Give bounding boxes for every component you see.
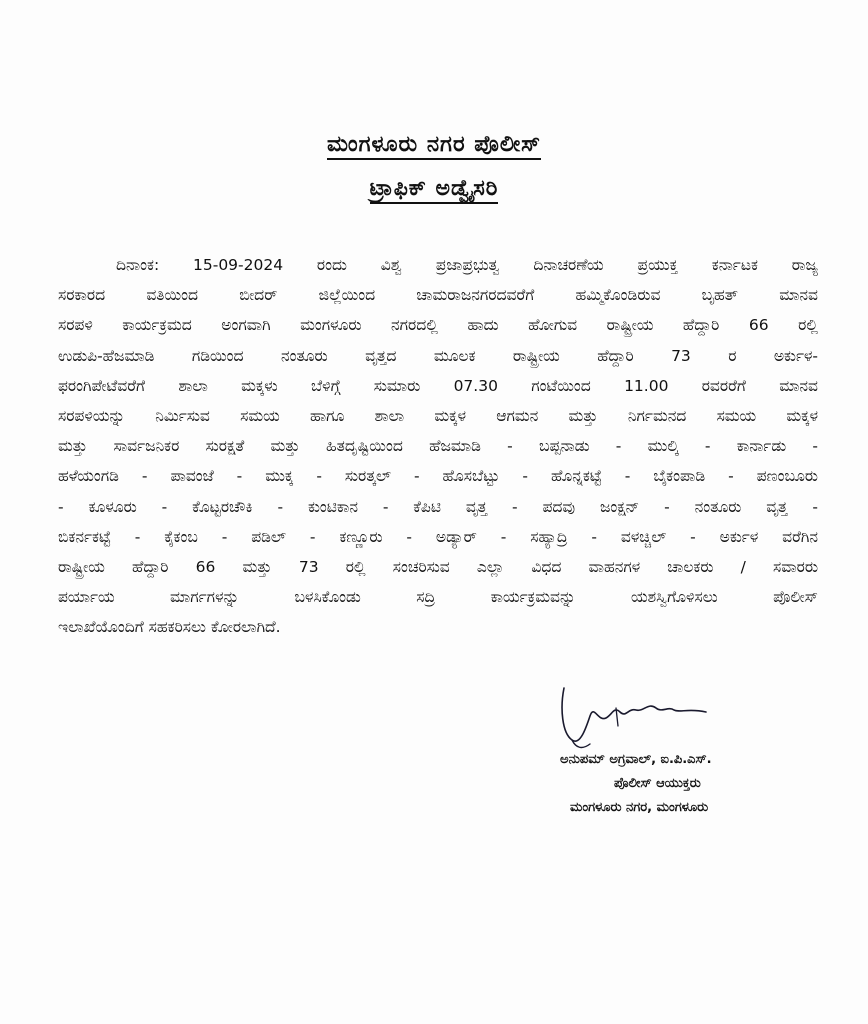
signatory-office: ಮಂಗಳೂರು ನಗರ, ಮಂಗಳೂರು [570,800,709,815]
body-line: ಸರಪಳಿಯನ್ನು ನಿರ್ಮಿಸುವ ಸಮಯ ಹಾಗೂ ಶಾಲಾ ಮಕ್ಕಳ ಆಗಮನ ಮತ್ತು ನಿರ್ಗಮನದ ಸಮಯ ಮಕ್ಕಳ [58,406,818,425]
page-title [0,132,868,157]
body-line: ಫರಂಗಿಪೇಟೆವರೆಗೆ ಶಾಲಾ ಮಕ್ಕಳು ಬೆಳಿಗ್ಗೆ ಸುಮಾರು 07.30 ಗಂಟೆಯಿಂದ 11.00 ರವರರೆಗೆ ಮಾನವ [58,376,818,395]
page-title-text: ಮಂಗಳೂರು ನಗರ ಪೊಲೀಸ್ [327,132,541,160]
signatory-designation: ಪೊಲೀಸ್ ಆಯುಕ್ತರು [614,776,701,791]
handwritten-signature [556,678,716,758]
body-line: ಉಡುಪಿ-ಹೆಜಮಾಡಿ ಗಡಿಯಿಂದ ನಂತೂರು ವೃತ್ತದ ಮೂಲಕ ರಾಷ್ಟ್ರೀಯ ಹೆದ್ದಾರಿ 73 ರ ಅರ್ಕುಳ- [58,346,818,365]
signatory-block [560,748,810,820]
advisory-body [58,250,818,642]
body-line: ರಾಷ್ಟ್ರೀಯ ಹೆದ್ದಾರಿ 66 ಮತ್ತು 73 ರಲ್ಲಿ ಸಂಚರಿಸುವ ಎಲ್ಲಾ ವಿಧದ ವಾಹನಗಳ ಚಾಲಕರು / ಸವಾರರು [58,557,818,576]
body-line: ಸರಪಳಿ ಕಾರ್ಯಕ್ರಮದ ಅಂಗವಾಗಿ ಮಂಗಳೂರು ನಗರದಲ್ಲಿ ಹಾದು ಹೋಗುವ ರಾಷ್ಟ್ರೀಯ ಹೆದ್ದಾರಿ 66 ರಲ್ಲಿ [58,316,818,335]
body-line: ಹಳೆಯಂಗಡಿ - ಪಾವಂಜೆ - ಮುಕ್ಕ - ಸುರತ್ಕಲ್ - ಹೊಸಬೆಟ್ಟು - ಹೊನ್ನಕಟ್ಟೆ - ಬೈಕಂಪಾಡಿ - ಪಣಂಬೂರು [58,467,818,486]
body-line: ದಿನಾಂಕ: 15-09-2024 ರಂದು ವಿಶ್ವ ಪ್ರಜಾಪ್ರಭುತ್ವ ದಿನಾಚರಣೆಯ ಪ್ರಯುಕ್ತ ಕರ್ನಾಟಕ ರಾಜ್ಯ [116,256,818,274]
signatory-name: ಅನುಪಮ್ ಅಗ್ರವಾಲ್, ಐ.ಪಿ.ಎಸ್. [560,752,712,767]
body-line: - ಕೂಳೂರು - ಕೊಟ್ಟರಚೌಕಿ - ಕುಂಟಿಕಾನ - ಕೆಪಿಟಿ ವೃತ್ತ - ಪದವು ಜಂಕ್ಷನ್ - ನಂತೂರು ವೃತ್ತ - [58,497,818,516]
body-line: ಪರ್ಯಾಯ ಮಾರ್ಗಗಳನ್ನು ಬಳಸಿಕೊಂಡು ಸದ್ರಿ ಕಾರ್ಯಕ್ರಮವನ್ನು ಯಶಸ್ವಿಗೊಳಿಸಲು ಪೊಲೀಸ್ [58,588,818,607]
body-line: ಬಿಕರ್ನಕಟ್ಟೆ - ಕೈಕಂಬ - ಪಡಿಲ್ - ಕಣ್ಣೂರು - ಅಡ್ಯಾರ್ - ಸಹ್ಯಾದ್ರಿ - ವಳಚ್ಚಿಲ್ - ಅರ್ಕುಳ ವರೆಗಿನ [58,527,818,546]
body-line: ಸರಕಾರದ ವತಿಯಿಂದ ಬೀದರ್ ಜಿಲ್ಲೆಯಿಂದ ಚಾಮರಾಜನಗರದವರೆಗೆ ಹಮ್ಮಿಕೊಂಡಿರುವ ಬೃಹತ್ ಮಾನವ [58,286,818,305]
body-line: ಇಲಾಖೆಯೊಂದಿಗೆ ಸಹಕರಿಸಲು ಕೋರಲಾಗಿದೆ. [58,618,281,637]
page-subtitle-text: ಟ್ರಾಫಿಕ್ ಅಡ್ವೈಸರಿ [370,176,499,204]
page-subtitle [0,176,868,201]
body-line: ಮತ್ತು ಸಾರ್ವಜನಿಕರ ಸುರಕ್ಷತೆ ಮತ್ತು ಹಿತದೃಷ್ಟಿಯಿಂದ ಹೆಜಮಾಡಿ - ಬಪ್ಪನಾಡು - ಮುಲ್ಕಿ - ಕಾರ್ನಾಡು - [58,437,818,456]
